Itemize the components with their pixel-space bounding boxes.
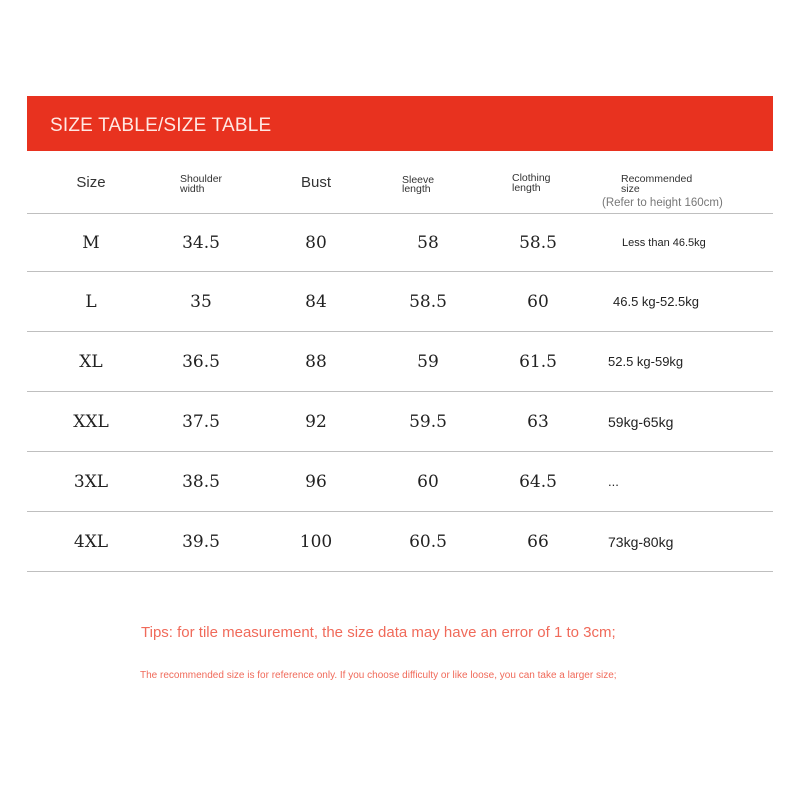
recommendation-note: The recommended size is for reference only. If you choose difficulty or like loose, you can take a larger size;	[140, 670, 617, 681]
cell-bust: 80	[305, 232, 327, 253]
table-header-row	[27, 151, 773, 214]
header-recommended-line1: Recommended	[621, 173, 693, 185]
header-shoulder-line1: Shoulder	[180, 173, 223, 185]
cell-bust: 92	[305, 411, 327, 432]
cell-clothing: 61.5	[519, 351, 557, 372]
cell-size: 3XL	[73, 471, 109, 492]
cell-recommended: ...	[608, 474, 619, 489]
header-recommended-line2: size	[621, 183, 640, 195]
table-row	[27, 512, 773, 572]
cell-size: L	[85, 291, 97, 312]
header-clothing-line2: length	[512, 182, 541, 194]
size-table-banner	[27, 96, 773, 151]
cell-bust: 88	[305, 351, 327, 372]
cell-bust: 100	[299, 531, 333, 552]
cell-sleeve: 59.5	[409, 411, 447, 432]
cell-size: XL	[79, 351, 103, 372]
cell-shoulder: 38.5	[182, 471, 220, 492]
size-table	[27, 151, 773, 572]
banner-title: SIZE TABLE/SIZE TABLE	[50, 115, 272, 136]
cell-clothing: 60	[527, 291, 549, 312]
cell-recommended: 52.5 kg-59kg	[608, 354, 684, 369]
table-row	[27, 214, 773, 272]
table-row	[27, 272, 773, 332]
table-row	[27, 392, 773, 452]
cell-recommended: 59kg-65kg	[608, 413, 674, 430]
cell-shoulder: 39.5	[182, 531, 220, 552]
table-row	[27, 332, 773, 392]
cell-shoulder: 36.5	[182, 351, 220, 372]
cell-sleeve: 60.5	[409, 531, 447, 552]
header-sleeve-line1: Sleeve	[402, 174, 435, 186]
header-clothing-line1: Clothing	[512, 172, 551, 184]
cell-clothing: 63	[527, 411, 549, 432]
cell-clothing: 58.5	[519, 232, 557, 253]
cell-clothing: 64.5	[519, 471, 557, 492]
cell-size: 4XL	[73, 531, 109, 552]
cell-sleeve: 58	[417, 232, 439, 253]
cell-sleeve: 59	[417, 351, 439, 372]
cell-bust: 96	[305, 471, 327, 492]
cell-size: XXL	[73, 411, 109, 432]
measurement-tips: Tips: for tile measurement, the size data may have an error of 1 to 3cm;	[141, 624, 616, 641]
cell-size: M	[82, 232, 100, 253]
cell-clothing: 66	[527, 531, 549, 552]
cell-recommended: 46.5 kg-52.5kg	[613, 294, 700, 309]
cell-sleeve: 58.5	[409, 291, 447, 312]
header-bust: Bust	[300, 173, 331, 191]
header-size: Size	[76, 173, 106, 191]
header-shoulder-line2: width	[180, 183, 205, 195]
cell-recommended: 73kg-80kg	[608, 533, 674, 550]
header-sleeve-line2: length	[402, 183, 431, 195]
cell-shoulder: 35	[190, 291, 212, 312]
table-row	[27, 452, 773, 512]
cell-shoulder: 37.5	[182, 411, 220, 432]
cell-bust: 84	[305, 291, 327, 312]
cell-shoulder: 34.5	[182, 232, 220, 253]
cell-recommended: Less than 46.5kg	[622, 236, 706, 249]
cell-sleeve: 60	[417, 471, 439, 492]
header-recommended-note: (Refer to height 160cm)	[602, 197, 723, 209]
